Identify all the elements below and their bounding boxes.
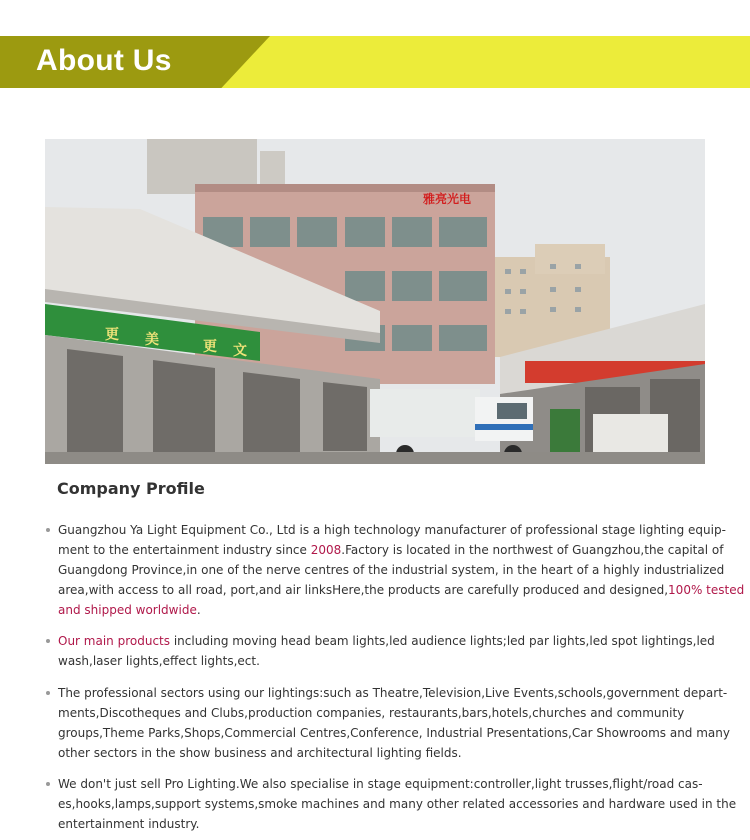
- text-line: Guangzhou Ya Light Equipment Co., Ltd is a high technology manufacturer of professional stage lighting equip-: [58, 523, 726, 537]
- text-line: other sectors in the show business and architectural lighting fields.: [58, 746, 462, 760]
- paragraph-main-products: [58, 631, 715, 671]
- highlight-shipped: and shipped worldwide: [58, 603, 197, 617]
- banner-char-1: 更: [105, 327, 119, 343]
- text-line: wash,laser lights,effect lights,ect.: [58, 654, 260, 668]
- text-line: [58, 580, 745, 600]
- text-line: [58, 540, 724, 560]
- text-line: [58, 600, 708, 620]
- text-segment: ment to the entertainment industry since: [58, 543, 311, 557]
- bullet-dot: [46, 639, 50, 643]
- highlight-year: 2008: [310, 543, 342, 557]
- text-segment: .Factory is located in the northwest of Guangzhou,the capital of: [341, 543, 724, 557]
- text-line: es,hooks,lamps,support systems,smoke machines and many other related accessories and hardware used in the: [58, 797, 737, 811]
- text-line: Guangdong Province,in one of the nerve centres of the industrial system, in the heart of a highly industrialized: [58, 563, 725, 577]
- highlight-tested: 100% tested: [668, 583, 745, 597]
- header-banner: [0, 36, 750, 88]
- banner-char-4: 文: [233, 343, 247, 359]
- text-line: ments,Discotheques and Clubs,production companies, restaurants,bars,hotels,churches and community: [58, 706, 685, 720]
- paragraph-company-intro: [58, 520, 745, 620]
- bullet-dot: [46, 691, 50, 695]
- bullet-dot: [46, 528, 50, 532]
- banner-char-3: 更: [203, 339, 217, 355]
- factory-sign-text: 雅亮光电: [423, 192, 472, 206]
- banner-char-2: 美: [145, 332, 159, 348]
- bullet-dot: [46, 782, 50, 786]
- text-segment: including moving head beam lights,led audience lights;led par lights,led spot lightings,led: [170, 634, 715, 648]
- text-line: groups,Theme Parks,Shops,Commercial Centres,Conference, Industrial Presentations,Car Showrooms and many: [58, 726, 730, 740]
- paragraph-sectors: [58, 683, 730, 763]
- text-line: We don't just sell Pro Lighting.We also specialise in stage equipment:controller,light trusses,flight/road cas-: [58, 777, 703, 791]
- factory-photo: [45, 139, 705, 464]
- text-line: The professional sectors using our lightings:such as Theatre,Television,Live Events,schools,government depart-: [58, 686, 728, 700]
- highlight-main-products: Our main products: [58, 634, 171, 648]
- text-segment: area,with access to all road, port,and air linksHere,the products are carefully produced and designed,: [58, 583, 669, 597]
- text-segment: .: [196, 603, 201, 617]
- page-title: About Us: [36, 44, 172, 77]
- text-line: [58, 631, 715, 651]
- text-line: entertainment industry.: [58, 817, 200, 831]
- company-profile-heading: Company Profile: [57, 479, 205, 498]
- paragraph-equipment: [58, 774, 737, 834]
